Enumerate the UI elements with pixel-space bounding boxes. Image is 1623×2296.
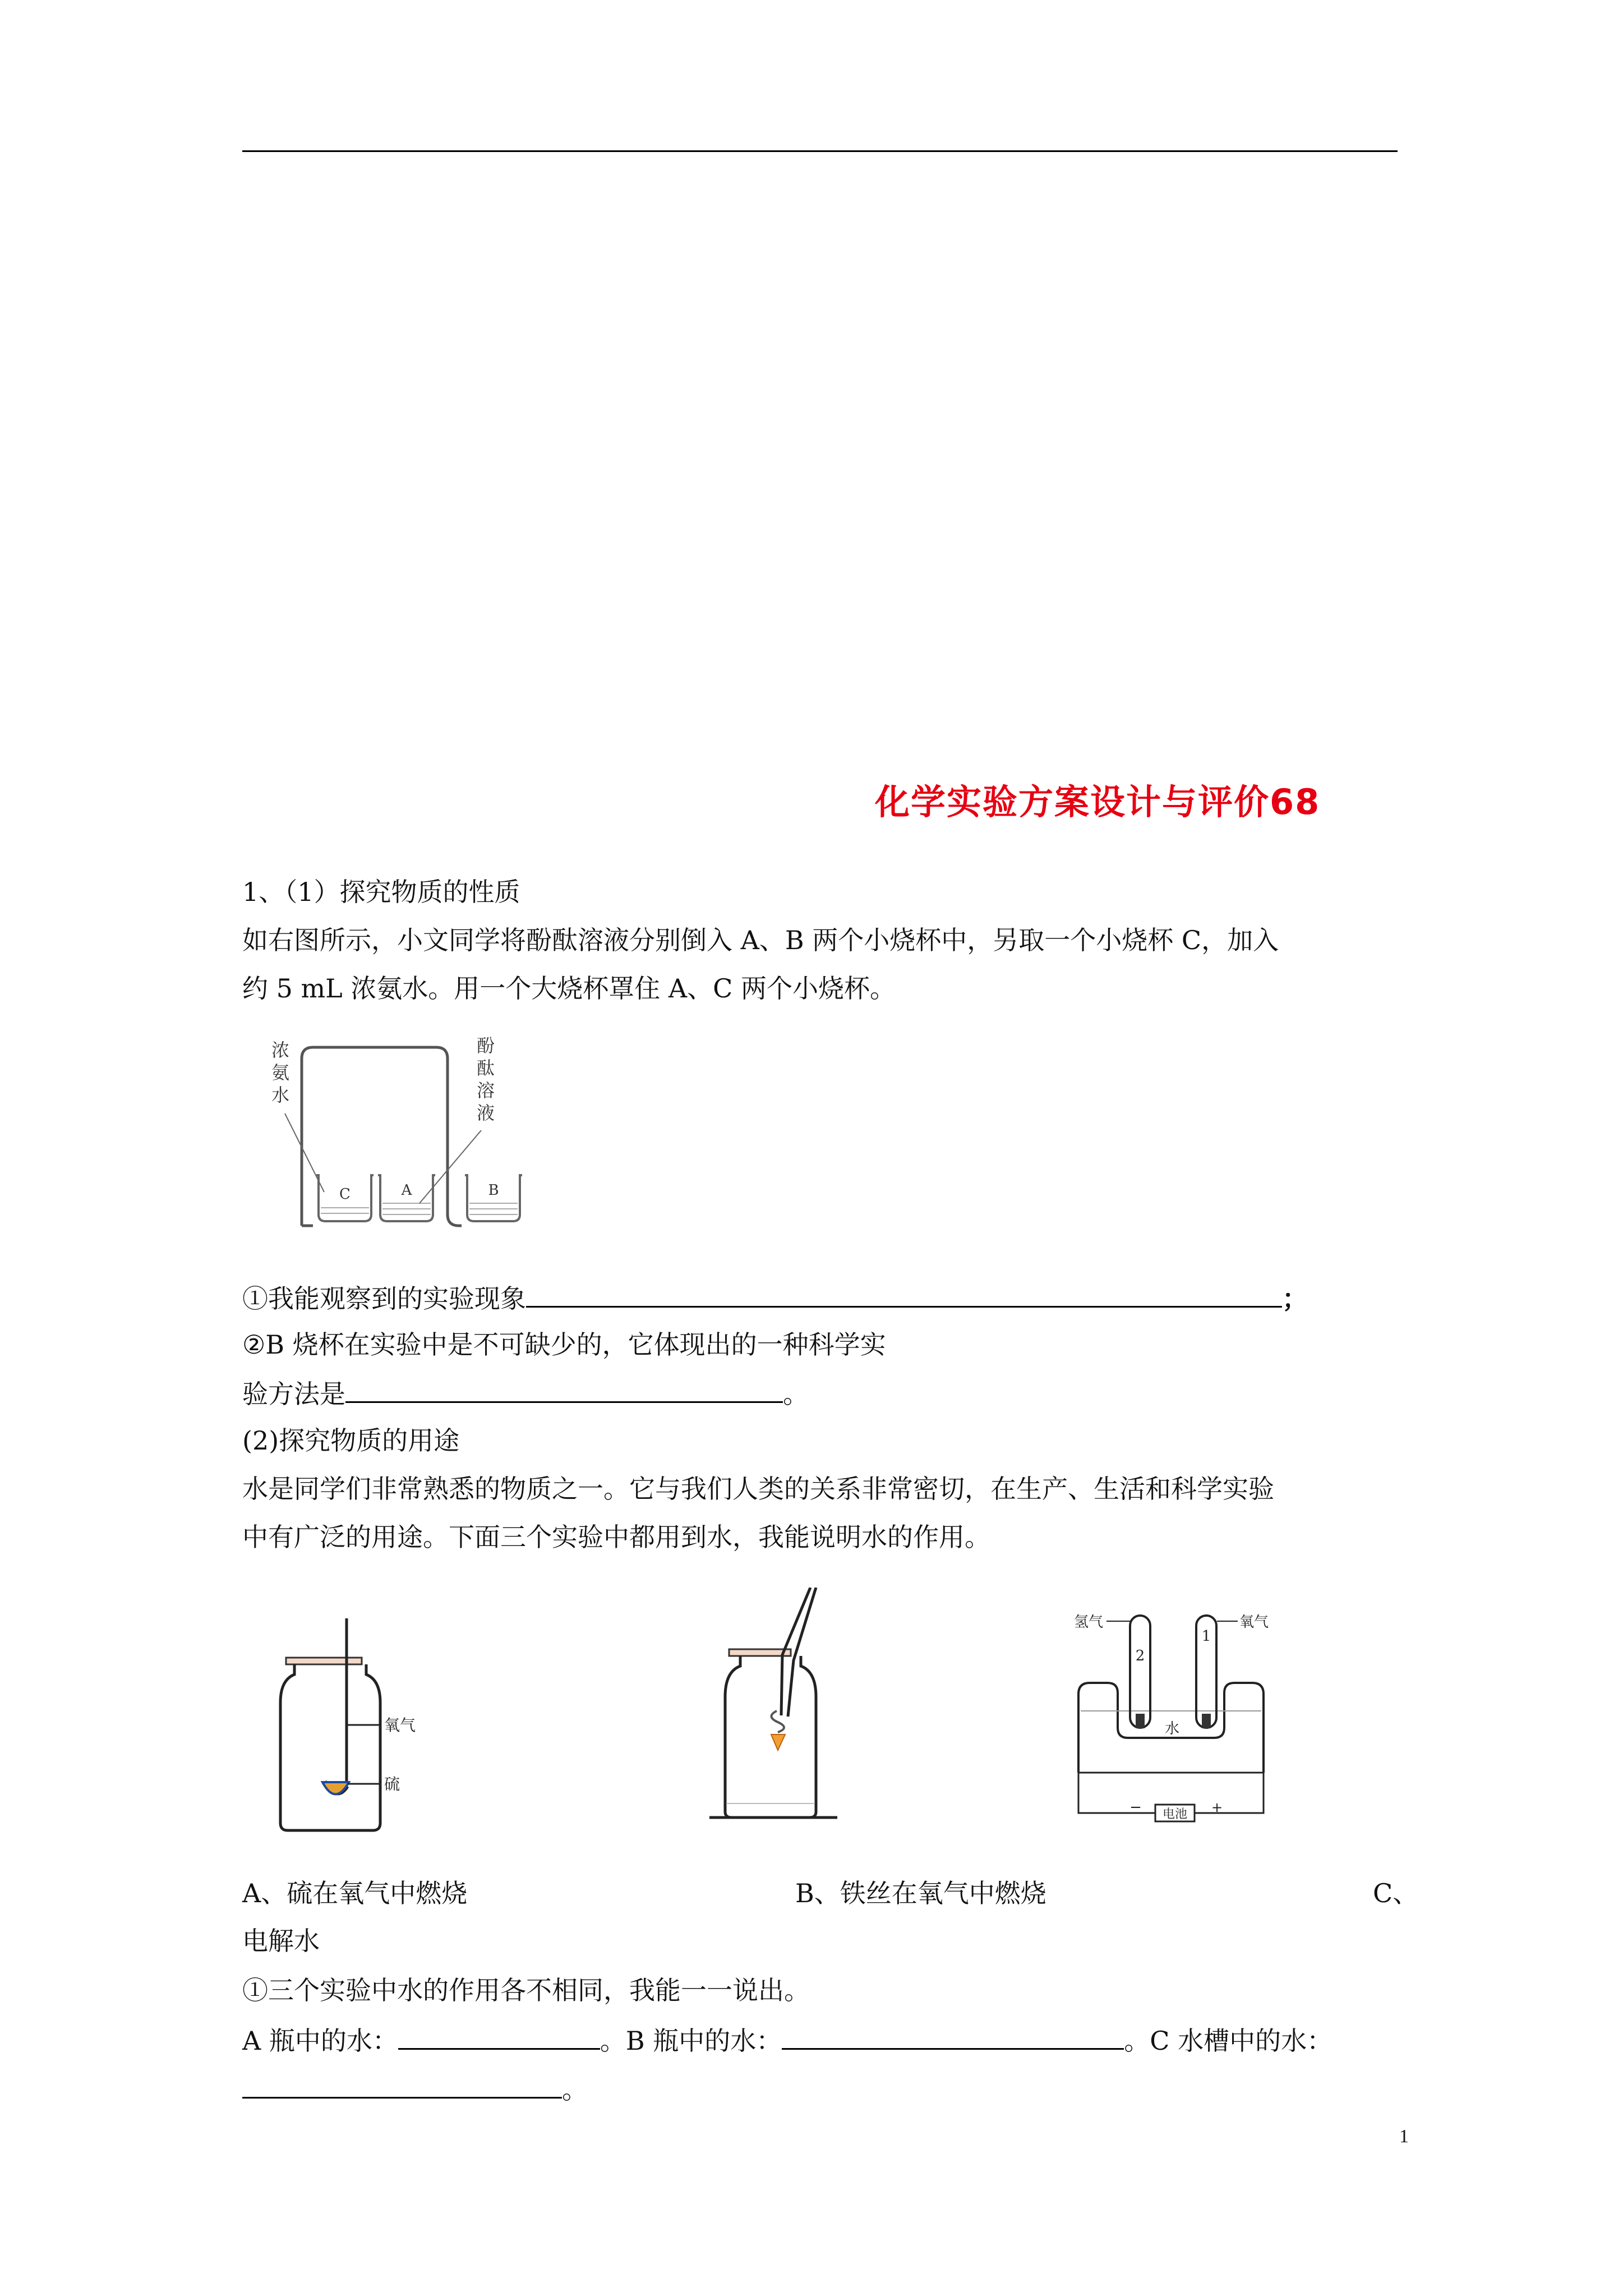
jar-a-diagram bbox=[269, 1618, 437, 1837]
beaker-diagram bbox=[268, 1035, 548, 1228]
label-oxygen-a: 氧气 bbox=[384, 1716, 416, 1734]
label-battery: 电池 bbox=[1162, 1807, 1188, 1821]
caption-a: A、硫在氧气中燃烧 bbox=[242, 1878, 468, 1908]
sub1-end: 。 bbox=[562, 2074, 588, 2105]
caption-b: B、铁丝在氧气中燃烧 bbox=[795, 1878, 1046, 1908]
label-left-char-1: 浓 bbox=[271, 1039, 290, 1061]
label-right-char-4: 液 bbox=[476, 1102, 495, 1124]
tube-left-number: 2 bbox=[1135, 1648, 1145, 1664]
label-right-char-2: 酞 bbox=[476, 1057, 495, 1079]
item1-suffix: ； bbox=[1282, 1283, 1308, 1314]
beaker-figure bbox=[268, 1035, 548, 1228]
caption-c-part2: 电解水 bbox=[242, 1926, 320, 1956]
label-hydrogen: 氢气 bbox=[1074, 1614, 1104, 1631]
item2-line-2 bbox=[242, 1375, 809, 1411]
item1-prefix: ①我能观察到的实验现象 bbox=[242, 1283, 526, 1314]
label-oxygen-c: 氧气 bbox=[1239, 1614, 1269, 1631]
beaker-a bbox=[378, 1175, 435, 1221]
electrolysis-diagram bbox=[1074, 1604, 1281, 1829]
header-rule bbox=[242, 150, 1398, 152]
answer-blank-c[interactable] bbox=[242, 2071, 562, 2099]
item1-answer-blank[interactable] bbox=[526, 1280, 1282, 1308]
beaker-b bbox=[465, 1175, 522, 1221]
sub1-c-line bbox=[242, 2071, 588, 2106]
sulfur bbox=[322, 1782, 349, 1795]
sub1-text: ①三个实验中水的作用各不相同，我能一一说出。 bbox=[242, 1975, 810, 2005]
figure-c-electrolysis bbox=[1074, 1604, 1281, 1829]
label-water: 水 bbox=[1164, 1720, 1180, 1737]
caption-c-part1: C、 bbox=[1373, 1878, 1419, 1908]
item2-suffix: 。 bbox=[783, 1379, 809, 1409]
document-title: 化学实验方案设计与评价68 bbox=[875, 781, 1321, 822]
battery-minus: − bbox=[1129, 1799, 1142, 1816]
beaker-c-label: C bbox=[339, 1186, 351, 1203]
jar-b-diagram bbox=[709, 1588, 861, 1823]
part2-line-1: 水是同学们非常熟悉的物质之一。它与我们人类的关系非常密切，在生产、生活和科学实验 bbox=[242, 1474, 1274, 1504]
intro-line-1: 如右图所示，小文同学将酚酞溶液分别倒入 A、B 两个小烧杯中，另取一个小烧杯 C，加入 bbox=[242, 925, 1279, 955]
sub1-b-prefix: 。B 瓶中的水： bbox=[600, 2026, 782, 2056]
label-right-char-1: 酚 bbox=[476, 1035, 495, 1056]
page-number: 1 bbox=[1399, 2126, 1409, 2147]
answer-blank-a[interactable] bbox=[398, 2022, 600, 2050]
label-left-char-2: 氨 bbox=[271, 1062, 290, 1083]
part2-line-2: 中有广泛的用途。下面三个实验中都用到水，我能说明水的作用。 bbox=[242, 1522, 990, 1552]
answer-blank-b[interactable] bbox=[782, 2022, 1124, 2050]
item2-prefix: 验方法是 bbox=[242, 1379, 345, 1409]
large-beaker bbox=[302, 1047, 462, 1226]
part1-heading: 1、（1）探究物质的性质 bbox=[242, 877, 520, 907]
sub1-a-prefix: A 瓶中的水： bbox=[242, 2026, 398, 2056]
part2-heading: (2)探究物质的用途 bbox=[242, 1425, 460, 1456]
gas-jar-b bbox=[725, 1656, 816, 1818]
sub1-answers-line bbox=[242, 2022, 1332, 2058]
item2-line-1: ②B 烧杯在实验中是不可缺少的，它体现出的一种科学实 bbox=[242, 1329, 886, 1360]
flame bbox=[771, 1734, 785, 1750]
intro-line-2: 约 5 mL 浓氨水。用一个大烧杯罩住 A、C 两个小烧杯。 bbox=[242, 973, 896, 1004]
figure-b-iron bbox=[709, 1588, 861, 1823]
label-right-char-3: 溶 bbox=[476, 1080, 495, 1101]
beaker-a-label: A bbox=[401, 1182, 412, 1199]
item1-line bbox=[242, 1280, 1308, 1315]
item2-answer-blank[interactable] bbox=[345, 1375, 783, 1403]
gas-jar-a bbox=[280, 1664, 380, 1830]
label-left-char-3: 水 bbox=[271, 1084, 290, 1106]
figure-a-sulfur bbox=[269, 1618, 437, 1837]
electrode-left bbox=[1136, 1714, 1145, 1728]
battery-plus: + bbox=[1211, 1800, 1223, 1815]
tube-right-number: 1 bbox=[1201, 1628, 1211, 1645]
glass-plate bbox=[286, 1658, 362, 1664]
beaker-b-label: B bbox=[488, 1182, 499, 1199]
sub1-c-prefix: 。C 水槽中的水： bbox=[1124, 2026, 1333, 2056]
beaker-c bbox=[316, 1175, 374, 1221]
label-sulfur: 硫 bbox=[384, 1775, 400, 1793]
electrode-right bbox=[1202, 1714, 1211, 1728]
